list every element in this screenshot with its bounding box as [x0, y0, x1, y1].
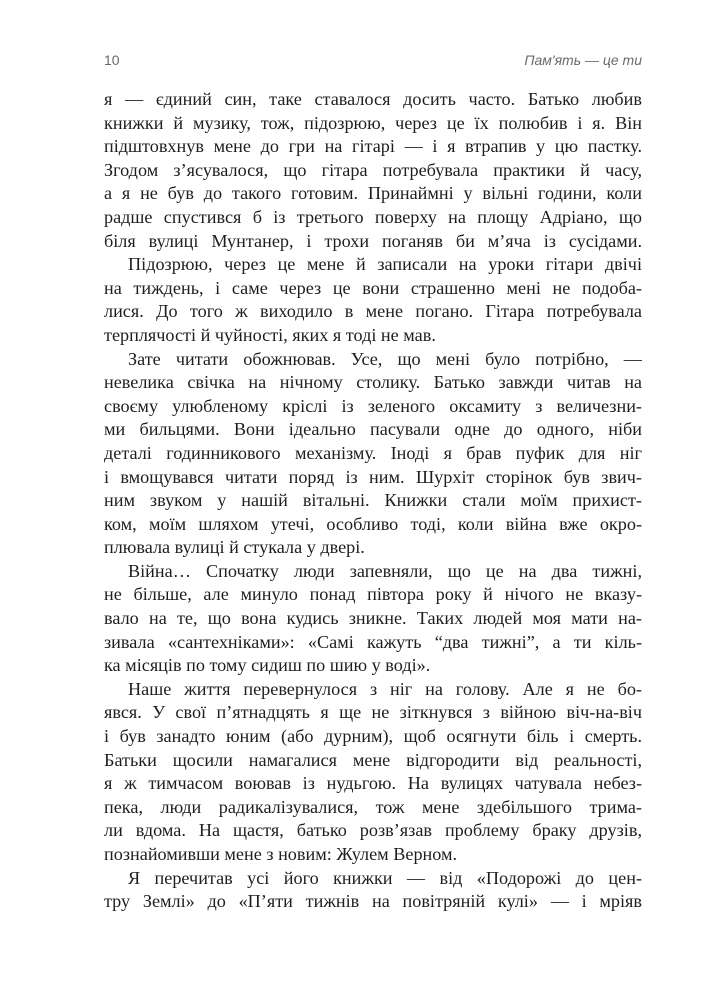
- text-line: книжки й музику, тож, підозрюю, через це їх полюбив і я. Він: [104, 112, 642, 133]
- text-line: біля вулиці Мунтанер, і трохи поганяв би м’яча із сусідами.: [104, 230, 642, 251]
- text-line: лися. До того ж виходило в мене погано. Гітара потребувала: [104, 301, 642, 322]
- text-line: познайомивши мене з новим: Жулем Верном.: [104, 844, 458, 864]
- text-line: я — єдиний син, таке ставалося досить часто. Батько любив: [104, 89, 642, 109]
- text-line: підштовхнув мене до гри на гітарі — і я втрапив у цю пастку.: [104, 136, 642, 157]
- text-line: зивала «сантехніками»: «Самі кажуть “два тижні”, а ти кіль-: [104, 631, 642, 652]
- text-line: ним звуком у нашій вітальні. Книжки стали моїм прихист-: [104, 490, 642, 511]
- text-line: Зате читати обожнював. Усе, що мені було потрібно, —: [128, 348, 642, 369]
- text-line: і був занадто юним (або дурним), щоб осягнути біль і смерть.: [104, 726, 642, 747]
- text-line: і вмощувався читати поряд із ним. Шурхіт сторінок був звич-: [104, 466, 642, 487]
- text-line: а я не був до такого готовим. Принаймні у вільні години, коли: [104, 183, 642, 204]
- text-line: Згодом з’ясувалося, що гітара потребувала практики й часу,: [104, 159, 642, 180]
- text-line: на тиждень, і саме через це вони страшенно мені не подоба-: [104, 277, 642, 298]
- body-text: [104, 88, 642, 914]
- running-title: Пам'ять — це ти: [524, 52, 642, 68]
- text-line: терплячості й чуйності, яких я тоді не мав.: [104, 324, 436, 345]
- text-line: Батьки щосили намагалися мене відгородити від реальності,: [104, 749, 642, 770]
- text-line: невелика свічка на нічному столику. Батько завжди читав на: [104, 372, 642, 393]
- text-line: ли вдома. На щастя, батько розв’язав проблему браку друзів,: [104, 820, 642, 841]
- text-line: тру Землі» до «П’яти тижнів на повітряній кулі» — і мріяв: [104, 891, 642, 912]
- text-line: пека, люди радикалізувалися, тож мене здебільшого трима-: [104, 796, 642, 817]
- text-line: вало на те, що вона кудись зникне. Таких людей моя мати на-: [104, 608, 642, 629]
- text-line: явся. У свої п’ятнадцять я ще не зіткнувся з війною віч-на-віч: [104, 702, 642, 723]
- text-line: ми бильцями. Вони ідеально пасували одне до одного, ніби: [104, 419, 642, 440]
- text-line: не більше, але минуло понад півтора року й нічого не вказу-: [104, 584, 642, 605]
- text-line: своєму улюбленому кріслі із зеленого оксамиту з величезни-: [104, 395, 642, 416]
- text-line: я ж тимчасом воював із нудьгою. На вулицях чатувала небез-: [104, 773, 642, 794]
- text-line: деталі годинникового механізму. Іноді я брав пуфик для ніг: [104, 442, 642, 463]
- text-line: ком, моїм шляхом утечі, особливо тоді, коли війна вже окро-: [104, 513, 642, 534]
- text-line: Наше життя перевернулося з ніг на голову. Але я не бо-: [128, 678, 642, 699]
- text-line: радше спустився б із третього поверху на площу Адріано, що: [104, 206, 642, 227]
- text-line: плювала вулиці й стукала у двері.: [104, 537, 365, 558]
- text-line: Війна… Спочатку люди запевняли, що це на два тижні,: [128, 560, 642, 581]
- text-line: Підозрюю, через це мене й записали на уроки гітари двічі: [128, 254, 642, 275]
- page-number: 10: [104, 52, 120, 68]
- text-line: ка місяців по тому сидиш по шию у воді».: [104, 655, 431, 676]
- text-line: Я перечитав усі його книжки — від «Подорожі до цен-: [128, 867, 642, 888]
